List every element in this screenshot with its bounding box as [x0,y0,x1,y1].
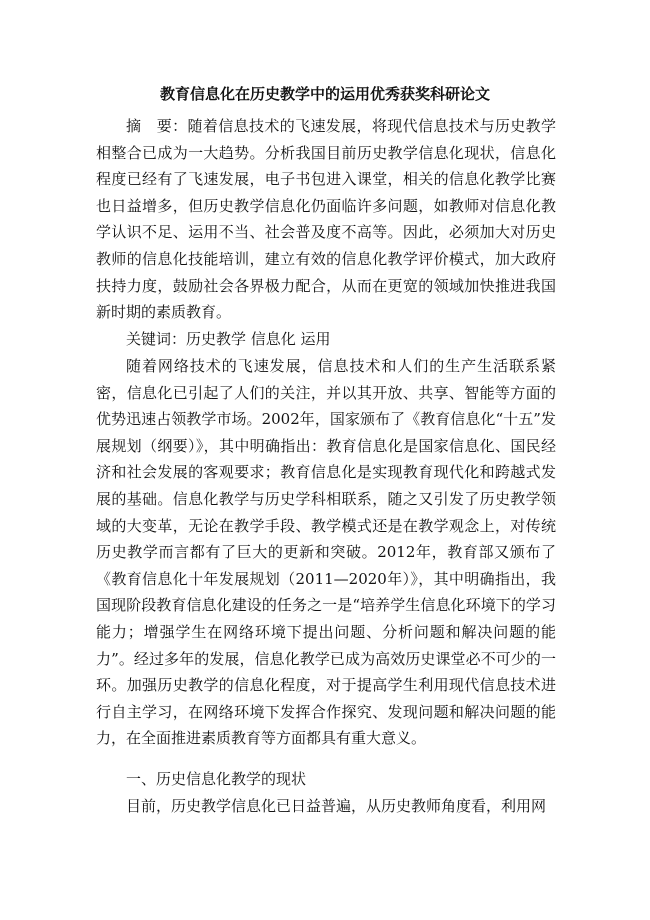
body-paragraph: 目前，历史教学信息化已日益普遍，从历史教师角度看，利用网 [126,797,547,815]
abstract-paragraph: 摘 要：随着信息技术的飞速发展，将现代信息技术与历史教学相整合已成为一大趋势。分析我国目前历史教学信息化现状，信息化程度已经有了飞速发展，电子书包进入课堂，相关的信息化教学比赛也日益增多，但历史教学信息化仍面临许多问题，如教师对信息化教学认识不足、运用不当、社会普及度不高等。因此，必须加大对历史教师的信息化技能培训，建立有效的信息化教学评价模式，加大政府扶持力度，鼓励社会各界极力配合，从而在更宽的领域加快推进我国新时期的素质教育。 [96,117,556,322]
section-heading: 一、历史信息化教学的现状 [126,770,307,788]
body-paragraph: 随着网络技术的飞速发展，信息技术和人们的生产生活联系紧密，信息化已引起了人们的关注，并以其开放、共享、智能等方面的优势迅速占领教学市场。2002年，国家颁布了《教育信息化“十五”发展规划（纲要）》，其中明确指出：教育信息化是国家信息化、国民经济和社会发展的客观要求；教育信息化是实现教育现代化和跨越式发展的基础。信息化教学与历史学科相联系，随之又引发了历史教学领域的大变革，无论在教学手段、教学模式还是在教学观念上，对传统历史教学而言都有了巨大的更新和突破。2012年，教育部又颁布了《教育信息化十年发展规划（2011—2020年）》，其中明确指出，我国现阶段教育信息化建设的任务之一是“培养学生信息化环境下的学习能力；增强学生在网络环境下提出问题、分析问题和解决问题的能力”。经过多年的发展，信息化教学已成为高效历史课堂必不可少的一环。加强历史教学的信息化程度，对于提高学生利用现代信息技术进行自主学习，在网络环境下发挥合作探究、发现问题和解决问题的能力，在全面推进素质教育等方面都具有重大意义。 [96,357,556,748]
document-title: 教育信息化在历史教学中的运用优秀获奖科研论文 [159,85,490,103]
keywords-line: 关键词：历史教学 信息化 运用 [126,330,331,348]
